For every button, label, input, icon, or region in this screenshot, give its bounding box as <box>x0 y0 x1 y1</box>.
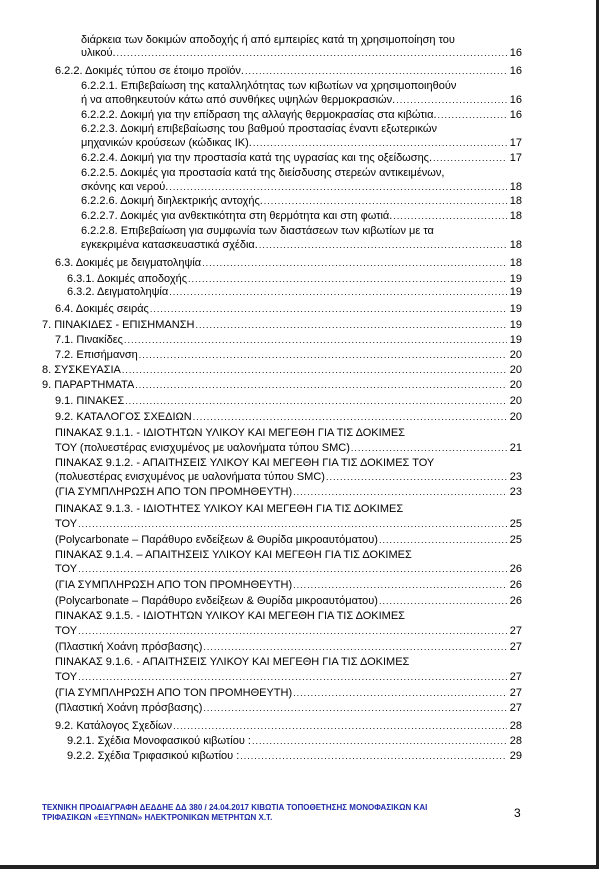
toc-entry[interactable] <box>55 257 522 270</box>
dot-leader <box>252 735 507 748</box>
toc-entry-text: 9.2. ΚΑΤΑΛΟΓΟΣ ΣΧΕΔΙΩΝ <box>55 411 192 423</box>
toc-entry-page: 20 <box>509 349 522 361</box>
dot-leader <box>203 702 506 715</box>
dot-leader <box>259 239 507 252</box>
toc-entry-text: (Polycarbonate – Παράθυρο ενδείξεων & Θυρίδα μικροαυτόματου) <box>55 595 378 607</box>
toc-entry[interactable] <box>55 656 409 669</box>
toc-entry[interactable] <box>55 595 522 608</box>
toc-entry-text: ΠΙΝΑΚΑΣ 9.1.1. - ΙΔΙΟΤΗΤΩΝ ΥΛΙΚΟΥ ΚΑΙ ΜΕΓΕΘΗ ΓΙΑ ΤΙΣ ΔΟΚΙΜΕΣ <box>55 427 405 439</box>
toc-entry-text: (πολυεστέρας ενισχυμένος με υαλονήματα τύπου SMC) <box>55 471 325 483</box>
toc-entry-text: εγκεκριμένα κατασκευαστικά σχέδια. <box>81 239 258 251</box>
toc-entry-page: 19 <box>509 303 522 315</box>
toc-entry-text: (Πλαστική Χοάνη πρόσβασης) <box>55 641 203 653</box>
toc-entry-text: 9. ΠΑΡΑΡΤΗΜΑΤΑ <box>42 379 135 391</box>
dot-leader <box>293 486 507 499</box>
toc-entry-page: 27 <box>509 641 522 653</box>
toc-entry-page: 20 <box>509 411 522 423</box>
toc-entry-text: 6.2.2.6. Δοκιμή διηλεκτρικής αντοχής. <box>81 195 263 207</box>
dot-leader <box>240 750 506 763</box>
toc-entry-text: ΤΟΥ <box>55 625 78 637</box>
toc-entry-page: 19 <box>509 319 522 331</box>
toc-entry[interactable] <box>55 534 522 547</box>
dot-leader <box>150 303 507 316</box>
toc-entry-text: ΤΟΥ <box>55 563 78 575</box>
toc-entry[interactable] <box>55 427 405 440</box>
toc-entry-text: 6.2.2.4. Δοκιμή για την προστασία κατά της υγρασίας και της οξείδωσης. <box>81 152 433 164</box>
toc-entry-text: (Πλαστική Χοάνη πρόσβασης) <box>55 702 203 714</box>
toc-entry-text: μηχανικών κρούσεων (κώδικας ΙΚ). <box>81 137 252 149</box>
dot-leader <box>203 641 506 654</box>
toc-entry-page: 17 <box>509 152 522 164</box>
toc-entry-text: ΠΙΝΑΚΑΣ 9.1.6. - ΑΠΑΙΤΗΣΕΙΣ ΥΛΙΚΟΥ ΚΑΙ ΜΕΓΕΘΗ ΓΙΑ ΤΙΣ ΔΟΚΙΜΕΣ <box>55 656 410 668</box>
toc-entry[interactable] <box>81 210 522 223</box>
toc-entry[interactable] <box>81 94 522 107</box>
toc-entry-text: ΤΟΥ <box>55 671 78 683</box>
toc-entry[interactable] <box>67 273 522 286</box>
toc-entry-text: ΠΙΝΑΚΑΣ 9.1.5. - ΙΔΙΟΤΗΤΩΝ ΥΛΙΚΟΥ ΚΑΙ ΜΕΓΕΘΗ ΓΙΑ ΤΙΣ ΔΟΚΙΜΕΣ <box>55 610 405 622</box>
dot-leader <box>135 379 506 392</box>
toc-entry-text: 6.2.2. Δοκιμές τύπου σε έτοιμο προϊόν. <box>55 65 244 77</box>
toc-entry[interactable] <box>81 239 522 252</box>
toc-entry-text: ΤΟΥ <box>55 518 78 530</box>
toc-entry-page: 28 <box>509 720 522 732</box>
dot-leader <box>139 349 507 362</box>
toc-entry-text: 7.2. Επισήμανση <box>55 349 138 361</box>
toc-entry[interactable] <box>67 750 522 763</box>
toc-entry-text: ΠΙΝΑΚΑΣ 9.1.3. - ΙΔΙΟΤΗΤΕΣ ΥΛΙΚΟΥ ΚΑΙ ΜΕΓΕΘΗ ΓΙΑ ΤΙΣ ΔΟΚΙΜΕΣ <box>55 503 404 515</box>
page-footer <box>42 803 482 823</box>
toc-entry[interactable] <box>55 702 522 715</box>
footer-line-1: ΤΕΧΝΙΚΗ ΠΡΟΔΙΑΓΡΑΦΗ ΔΕΔΔΗΕ ΔΔ 380 / 24.04.2017 ΚΙΒΩΤΙΑ ΤΟΠΟΘΕΤΗΣΗΣ ΜΟΝΟΦΑΣΙΚΩΝ ΚΑΙ <box>42 803 428 812</box>
toc-entry[interactable] <box>55 303 522 316</box>
toc-entry[interactable] <box>81 137 522 150</box>
toc-entry[interactable] <box>55 503 403 516</box>
toc-entry-page: 27 <box>509 687 522 699</box>
toc-entry[interactable] <box>81 152 522 165</box>
toc-entry-text: 6.3.1. Δοκιμές αποδοχής <box>67 273 188 285</box>
toc-entry[interactable] <box>55 579 522 592</box>
toc-entry-text: ΠΙΝΑΚΑΣ 9.1.4. – ΑΠΑΙΤΗΣΕΙΣ ΥΛΙΚΟΥ ΚΑΙ ΜΕΓΕΘΗ ΓΙΑ ΤΙΣ ΔΟΚΙΜΕΣ <box>55 549 412 561</box>
dot-leader <box>393 210 506 223</box>
footer-line-2: ΤΡΙΦΑΣΙΚΩΝ «ΕΞΥΠΝΩΝ» ΗΛΕΚΤΡΟΝΙΚΩΝ ΜΕΤΡΗΤΩΝ Χ.Τ. <box>42 813 273 822</box>
toc-entry-text: 6.3.2. Δειγματοληψία <box>67 286 169 298</box>
toc-entry-text: 6.2.2.5. Δοκιμές για προστασία κατά της διείσδυσης στερεών αντικειμένων, <box>81 167 445 179</box>
toc-entry-text: (ΓΙΑ ΣΥΜΠΛΗΡΩΣΗ ΑΠΟ ΤΟΝ ΠΡΟΜΗΘΕΥΤΗ) <box>55 486 293 498</box>
toc-entry-page: 16 <box>509 47 522 59</box>
toc-entry-page: 19 <box>509 286 522 298</box>
toc-entry-text: ΠΙΝΑΚΑΣ 9.1.2. - ΑΠΑΙΤΗΣΕΙΣ ΥΛΙΚΟΥ ΚΑΙ ΜΕΓΕΘΗ ΓΙΑ ΤΙΣ ΔΟΚΙΜΕΣ ΤΟΥ <box>55 457 435 469</box>
toc-entry-page: 16 <box>509 109 522 121</box>
toc-entry-text: (Polycarbonate – Παράθυρο ενδείξεων & Θυρίδα μικροαυτόματου) <box>55 534 378 546</box>
toc-entry-page: 18 <box>509 257 522 269</box>
toc-entry-page: 20 <box>509 379 522 391</box>
toc-entry-page: 26 <box>509 563 522 575</box>
toc-entry[interactable] <box>55 471 522 484</box>
dot-leader <box>117 47 507 60</box>
toc-entry-text: 6.2.2.8. Επιβεβαίωση για συμφωνία των διαστάσεων των κιβωτίων με τα <box>81 225 434 237</box>
toc-entry-text: 6.2.2.7. Δοκιμές για ανθεκτικότητα στη θερμότητα και στη φωτιά. <box>81 210 393 222</box>
toc-entry[interactable] <box>55 518 522 531</box>
toc-entry-text: σκόνης και νερού. <box>81 181 169 193</box>
toc-entry-text: (ΓΙΑ ΣΥΜΠΛΗΡΩΣΗ ΑΠΟ ΤΟΝ ΠΡΟΜΗΘΕΥΤΗ) <box>55 579 293 591</box>
toc-entry-page: 26 <box>509 579 522 591</box>
toc-entry[interactable] <box>55 720 522 733</box>
dot-leader <box>78 625 507 638</box>
toc-entry-page: 25 <box>509 534 522 546</box>
toc-entry[interactable] <box>55 563 522 576</box>
toc-entry[interactable] <box>55 442 522 455</box>
toc-entry-page: 16 <box>509 94 522 106</box>
toc-entry[interactable] <box>55 641 522 654</box>
toc-entry-page: 23 <box>509 471 522 483</box>
dot-leader <box>195 319 506 332</box>
toc-entry-page: 19 <box>509 273 522 285</box>
dot-leader <box>433 152 507 165</box>
dot-leader <box>78 671 507 684</box>
dot-leader <box>438 109 507 122</box>
toc-entry[interactable] <box>81 181 522 194</box>
toc-entry[interactable] <box>42 364 522 377</box>
toc-entry[interactable] <box>55 395 522 408</box>
toc-entry[interactable] <box>67 735 522 748</box>
dot-leader <box>122 364 507 377</box>
toc-entry[interactable] <box>55 486 522 499</box>
dot-leader <box>293 579 507 592</box>
toc-entry-page: 27 <box>509 625 522 637</box>
dot-leader <box>293 687 507 700</box>
dot-leader <box>125 395 507 408</box>
toc-entry-page: 21 <box>509 442 522 454</box>
dot-leader <box>173 720 507 733</box>
dot-leader <box>253 137 507 150</box>
toc-entry-page: 25 <box>509 518 522 530</box>
dot-leader <box>351 442 507 455</box>
toc-entry[interactable] <box>55 625 522 638</box>
toc-entry-text: 8. ΣΥΣΚΕΥΑΣΙΑ <box>42 364 121 376</box>
toc-entry[interactable] <box>81 109 522 122</box>
dot-leader <box>124 334 507 347</box>
toc-entry[interactable] <box>81 225 434 238</box>
toc-entry[interactable] <box>55 549 412 562</box>
toc-entry[interactable] <box>55 411 522 424</box>
toc-entry[interactable] <box>55 610 405 623</box>
page-number: 3 <box>514 806 521 820</box>
dot-leader <box>169 181 506 194</box>
dot-leader <box>78 563 507 576</box>
toc-entry-text: 7. ΠΙΝΑΚΙΔΕΣ - ΕΠΙΣΗΜΑΝΣΗ <box>42 319 195 331</box>
toc-entry[interactable] <box>81 167 444 180</box>
toc-entry-text: 9.2.2. Σχέδια Τριφασικού κιβωτίου : <box>67 750 240 762</box>
toc-entry-page: 18 <box>509 239 522 251</box>
toc-entry-text: 6.2.2.3. Δοκιμή επιβεβαίωσης του βαθμού προστασίας έναντι εξωτερικών <box>81 123 437 135</box>
toc-entry[interactable] <box>55 65 522 78</box>
toc-entry[interactable] <box>55 687 522 700</box>
toc-entry-text: 7.1. Πινακίδες <box>55 334 123 346</box>
dot-leader <box>379 534 507 547</box>
dot-leader <box>396 94 507 107</box>
dot-leader <box>169 286 507 299</box>
toc-entry[interactable] <box>42 379 522 392</box>
toc-entry-text: 9.2. Κατάλογος Σχεδίων <box>55 720 173 732</box>
toc-entry[interactable] <box>81 123 437 136</box>
dot-leader <box>78 518 507 531</box>
toc-entry-text: διάρκεια των δοκιμών αποδοχής ή από εμπειρίες κατά τη χρησιμοποίηση του <box>81 34 455 46</box>
toc-entry-page: 17 <box>509 137 522 149</box>
toc-entry-text: υλικού. <box>81 47 116 59</box>
dot-leader <box>326 471 507 484</box>
toc-entry[interactable] <box>81 47 522 60</box>
toc-entry-page: 23 <box>509 486 522 498</box>
toc-entry[interactable] <box>81 34 455 47</box>
toc-entry-page: 20 <box>509 395 522 407</box>
toc-entry-text: 6.3. Δοκιμές με δειγματοληψία <box>55 257 202 269</box>
toc-entry-page: 27 <box>509 671 522 683</box>
dot-leader <box>188 273 507 286</box>
toc-entry-page: 20 <box>509 364 522 376</box>
toc-entry[interactable] <box>55 457 434 470</box>
toc-entry-text: ή να αποθηκευτούν κάτω από συνθήκες υψηλών θερμοκρασιών. <box>81 94 396 106</box>
toc-entry-text: 9.1. ΠΙΝΑΚΕΣ <box>55 395 125 407</box>
dot-leader <box>379 595 507 608</box>
toc-entry-page: 16 <box>509 65 522 77</box>
toc-entry[interactable] <box>81 80 456 93</box>
toc-entry-page: 26 <box>509 595 522 607</box>
dot-leader <box>264 195 507 208</box>
toc-entry-text: 6.4. Δοκιμές σειράς <box>55 303 149 315</box>
toc-entry-page: 19 <box>509 334 522 346</box>
toc-entry-page: 18 <box>509 181 522 193</box>
toc-entry-page: 27 <box>509 702 522 714</box>
toc-entry-text: 6.2.2.1. Επιβεβαίωση της καταλληλότητας των κιβωτίων να χρησιμοποιηθούν <box>81 80 457 92</box>
dot-leader <box>245 65 507 78</box>
dot-leader <box>202 257 507 270</box>
toc-entry[interactable] <box>55 349 522 362</box>
toc-entry-text: 9.2.1. Σχέδια Μονοφασικού κιβωτίου : <box>67 735 251 747</box>
dot-leader <box>193 411 507 424</box>
toc-entry-text: 6.2.2.2. Δοκιμή για την επίδραση της αλλαγής θερμοκρασίας στα κιβώτια. <box>81 109 437 121</box>
toc-entry-page: 28 <box>509 735 522 747</box>
toc-entry[interactable] <box>42 319 522 332</box>
toc-entry-text: ΤΟΥ (πολυεστέρας ενισχυμένος με υαλονήματα τύπου SMC) <box>55 442 350 454</box>
toc-entry[interactable] <box>55 334 522 347</box>
toc-entry[interactable] <box>81 195 522 208</box>
toc-entry-text: (ΓΙΑ ΣΥΜΠΛΗΡΩΣΗ ΑΠΟ ΤΟΝ ΠΡΟΜΗΘΕΥΤΗ) <box>55 687 293 699</box>
toc-entry-page: 18 <box>509 210 522 222</box>
toc-entry[interactable] <box>67 286 522 299</box>
toc-entry-page: 29 <box>509 750 522 762</box>
toc-entry[interactable] <box>55 671 522 684</box>
toc-entry-page: 18 <box>509 195 522 207</box>
